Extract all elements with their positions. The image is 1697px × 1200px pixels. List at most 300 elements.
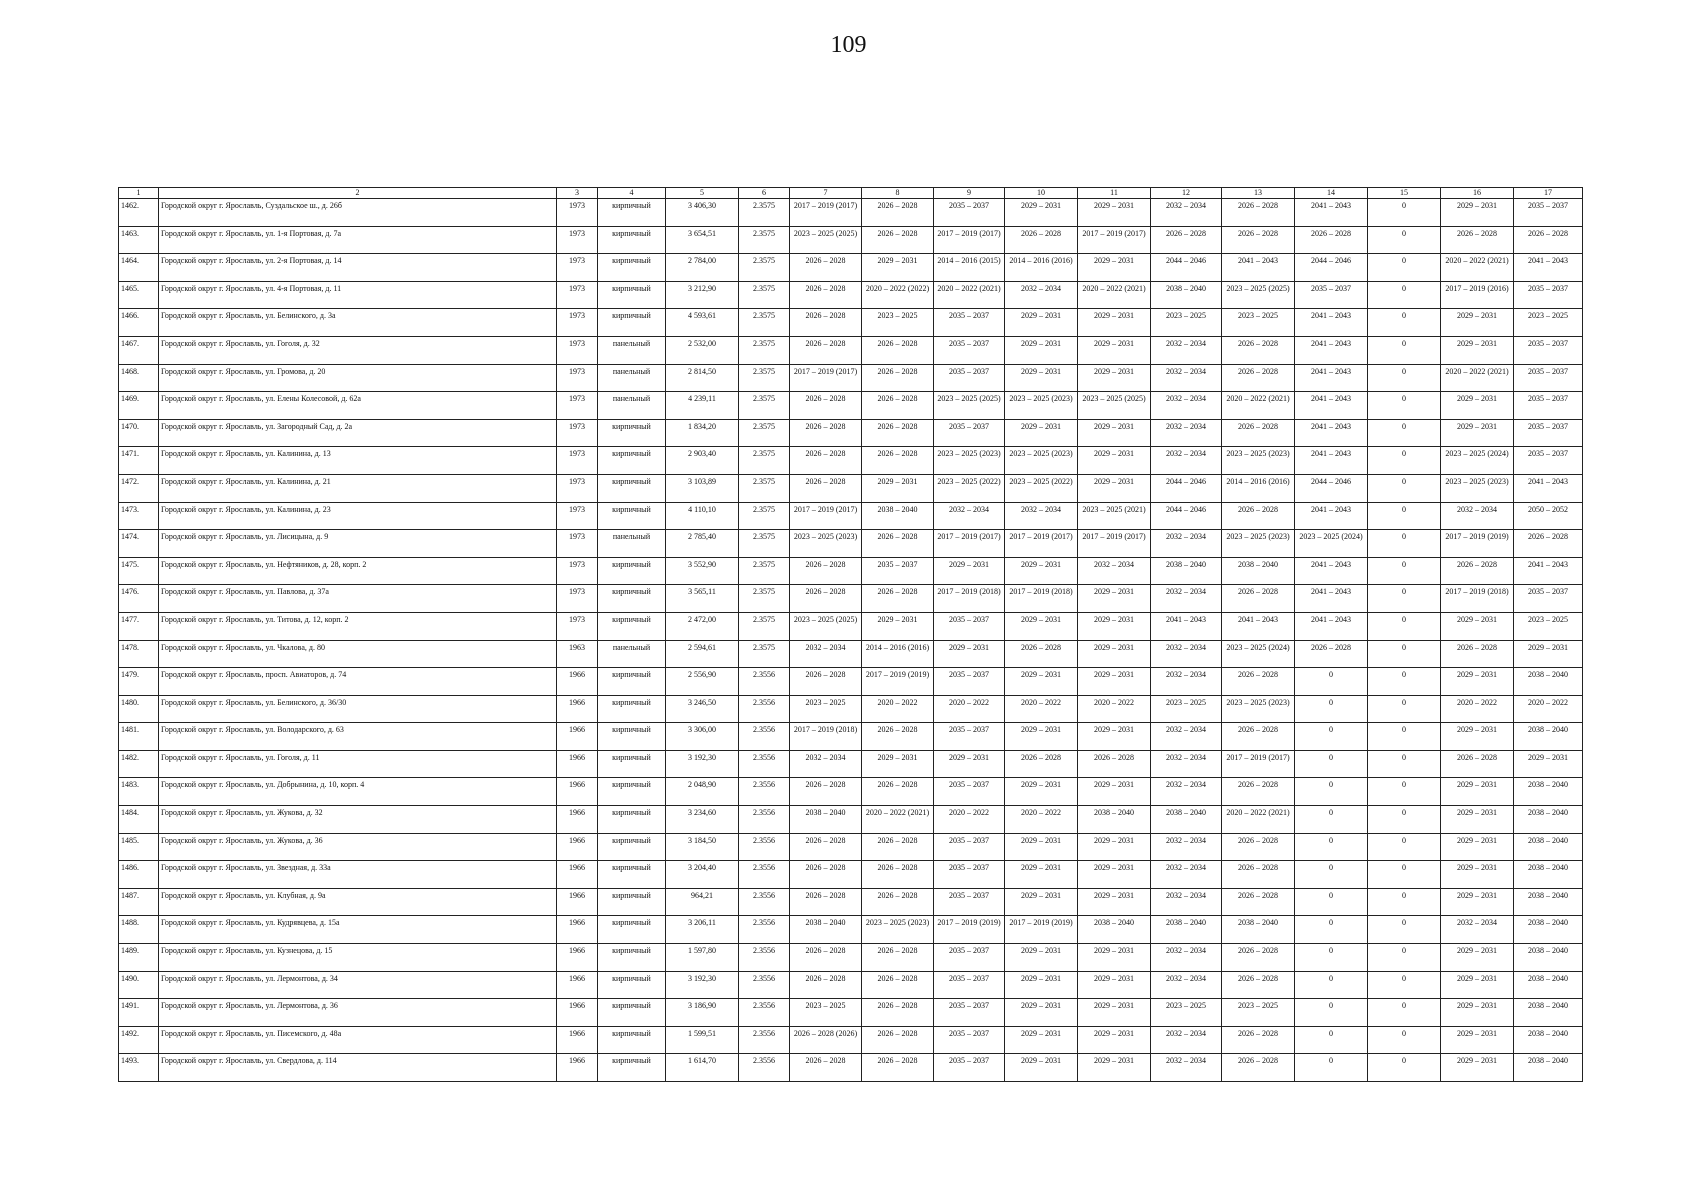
- table-cell: 2026 – 2028: [862, 336, 934, 364]
- table-cell: 2.3575: [739, 640, 790, 668]
- table-row: [119, 612, 1583, 640]
- table-cell: 2.3556: [739, 971, 790, 999]
- table-cell: 2017 – 2019 (2018): [790, 723, 862, 751]
- table-cell: 0: [1368, 419, 1441, 447]
- table-cell: 2041 – 2043: [1295, 199, 1368, 227]
- table-cell: 2029 – 2031: [1078, 888, 1151, 916]
- row-number-cell: 1466.: [119, 309, 159, 337]
- table-cell: 2026 – 2028: [1222, 419, 1295, 447]
- table-cell: 2029 – 2031: [1078, 1054, 1151, 1082]
- table-cell: 0: [1368, 585, 1441, 613]
- table-cell: 2029 – 2031: [862, 750, 934, 778]
- table-cell: 2026 – 2028: [790, 474, 862, 502]
- table-cell: 1966: [557, 971, 598, 999]
- table-cell: 1973: [557, 392, 598, 420]
- table-cell: 0: [1295, 833, 1368, 861]
- table-cell: 2.3575: [739, 254, 790, 282]
- table-cell: 2026 – 2028: [1441, 226, 1514, 254]
- row-number-cell: 1482.: [119, 750, 159, 778]
- table-cell: 1973: [557, 502, 598, 530]
- table-cell: 2.3575: [739, 474, 790, 502]
- table-cell: 2029 – 2031: [1078, 585, 1151, 613]
- address-cell: Городской округ г. Ярославль, ул. Громова, д. 20: [159, 364, 557, 392]
- table-cell: 2029 – 2031: [1005, 557, 1078, 585]
- address-cell: Городской округ г. Ярославль, ул. Володарского, д. 63: [159, 723, 557, 751]
- table-cell: 2032 – 2034: [1151, 1026, 1222, 1054]
- table-cell: 0: [1368, 474, 1441, 502]
- table-cell: 0: [1368, 392, 1441, 420]
- table-cell: 3 654,51: [666, 226, 739, 254]
- table-cell: 2029 – 2031: [1441, 392, 1514, 420]
- table-cell: 2.3556: [739, 888, 790, 916]
- table-cell: 2026 – 2028: [790, 419, 862, 447]
- table-cell: 1973: [557, 474, 598, 502]
- table-cell: 2020 – 2022 (2022): [862, 281, 934, 309]
- table-row: [119, 778, 1583, 806]
- table-cell: кирпичный: [598, 668, 666, 696]
- table-cell: кирпичный: [598, 474, 666, 502]
- table-cell: 1966: [557, 833, 598, 861]
- row-number-cell: 1487.: [119, 888, 159, 916]
- table-cell: 0: [1368, 778, 1441, 806]
- table-cell: 2.3575: [739, 612, 790, 640]
- table-cell: кирпичный: [598, 585, 666, 613]
- table-cell: 2026 – 2028: [790, 888, 862, 916]
- table-cell: 2032 – 2034: [790, 640, 862, 668]
- address-cell: Городской округ г. Ярославль, ул. Кудрявцева, д. 15а: [159, 916, 557, 944]
- table-cell: 2032 – 2034: [1151, 668, 1222, 696]
- table-cell: кирпичный: [598, 778, 666, 806]
- row-number-cell: 1486.: [119, 861, 159, 889]
- table-row: [119, 419, 1583, 447]
- table-cell: 3 103,89: [666, 474, 739, 502]
- table-cell: 2029 – 2031: [1078, 419, 1151, 447]
- table-cell: 2035 – 2037: [934, 364, 1005, 392]
- table-cell: 1966: [557, 916, 598, 944]
- table-cell: 2029 – 2031: [1441, 199, 1514, 227]
- table-cell: 2038 – 2040: [1514, 833, 1583, 861]
- table-cell: панельный: [598, 364, 666, 392]
- table-cell: 2026 – 2028: [862, 447, 934, 475]
- table-cell: 2029 – 2031: [1441, 309, 1514, 337]
- row-number-cell: 1468.: [119, 364, 159, 392]
- table-cell: 2029 – 2031: [1441, 999, 1514, 1027]
- table-cell: 2.3575: [739, 447, 790, 475]
- table-row: [119, 530, 1583, 558]
- table-cell: 2041 – 2043: [1295, 585, 1368, 613]
- column-header: 4: [598, 188, 666, 199]
- table-cell: 2029 – 2031: [1441, 944, 1514, 972]
- table-cell: 2026 – 2028: [790, 309, 862, 337]
- table-cell: 2026 – 2028: [1222, 1026, 1295, 1054]
- table-cell: 2026 – 2028: [790, 281, 862, 309]
- address-cell: Городской округ г. Ярославль, Суздальское ш., д. 26б: [159, 199, 557, 227]
- table-cell: 1973: [557, 447, 598, 475]
- table-cell: 2029 – 2031: [1078, 199, 1151, 227]
- table-cell: 2026 – 2028: [1222, 971, 1295, 999]
- table-row: [119, 309, 1583, 337]
- table-cell: 2041 – 2043: [1222, 612, 1295, 640]
- table-cell: 2026 – 2028: [1441, 557, 1514, 585]
- table-cell: 2026 – 2028: [862, 419, 934, 447]
- table-row: [119, 806, 1583, 834]
- table-row: [119, 668, 1583, 696]
- table-row: [119, 695, 1583, 723]
- table-cell: 2035 – 2037: [1514, 419, 1583, 447]
- table-cell: 2038 – 2040: [1222, 916, 1295, 944]
- table-cell: кирпичный: [598, 226, 666, 254]
- table-cell: 2023 – 2025: [790, 999, 862, 1027]
- table-row: [119, 474, 1583, 502]
- row-number-cell: 1470.: [119, 419, 159, 447]
- table-body: [119, 188, 1583, 1082]
- table-cell: 0: [1368, 281, 1441, 309]
- table-cell: 2026 – 2028: [790, 944, 862, 972]
- row-number-cell: 1493.: [119, 1054, 159, 1082]
- table-cell: 2014 – 2016 (2016): [1222, 474, 1295, 502]
- table-row: [119, 861, 1583, 889]
- table-row: [119, 999, 1583, 1027]
- table-cell: 2035 – 2037: [934, 861, 1005, 889]
- table-cell: 3 552,90: [666, 557, 739, 585]
- table-cell: 2.3556: [739, 916, 790, 944]
- table-cell: 2041 – 2043: [1295, 502, 1368, 530]
- table-cell: 2.3575: [739, 392, 790, 420]
- table-row: [119, 1026, 1583, 1054]
- table-cell: 2029 – 2031: [1078, 474, 1151, 502]
- table-cell: 2038 – 2040: [1078, 916, 1151, 944]
- table-cell: 2032 – 2034: [1151, 833, 1222, 861]
- row-number-cell: 1472.: [119, 474, 159, 502]
- table-cell: кирпичный: [598, 695, 666, 723]
- table-cell: 2035 – 2037: [934, 888, 1005, 916]
- address-cell: Городской округ г. Ярославль, ул. Нефтяников, д. 28, корп. 2: [159, 557, 557, 585]
- table-cell: 0: [1368, 1054, 1441, 1082]
- table-cell: 2029 – 2031: [1078, 640, 1151, 668]
- table-cell: кирпичный: [598, 916, 666, 944]
- table-cell: 2.3575: [739, 502, 790, 530]
- table-cell: 2.3556: [739, 944, 790, 972]
- table-cell: 0: [1295, 999, 1368, 1027]
- table-cell: 2026 – 2028: [790, 254, 862, 282]
- table-row: [119, 916, 1583, 944]
- address-cell: Городской округ г. Ярославль, ул. Титова, д. 12, корп. 2: [159, 612, 557, 640]
- table-cell: 2038 – 2040: [1151, 806, 1222, 834]
- table-cell: 0: [1368, 750, 1441, 778]
- table-cell: 0: [1295, 723, 1368, 751]
- table-cell: 2029 – 2031: [1441, 833, 1514, 861]
- address-cell: Городской округ г. Ярославль, ул. Калинина, д. 23: [159, 502, 557, 530]
- table-cell: 0: [1368, 364, 1441, 392]
- table-cell: 2029 – 2031: [1514, 750, 1583, 778]
- table-cell: 2026 – 2028: [1222, 778, 1295, 806]
- table-cell: 2041 – 2043: [1514, 474, 1583, 502]
- table-cell: кирпичный: [598, 861, 666, 889]
- table-cell: 2035 – 2037: [934, 999, 1005, 1027]
- address-cell: Городской округ г. Ярославль, ул. Кузнецова, д. 15: [159, 944, 557, 972]
- table-cell: 2029 – 2031: [1078, 309, 1151, 337]
- table-cell: 2020 – 2022 (2021): [1441, 254, 1514, 282]
- table-cell: 2.3575: [739, 419, 790, 447]
- table-cell: 2023 – 2025 (2025): [790, 612, 862, 640]
- table-cell: 2041 – 2043: [1295, 309, 1368, 337]
- table-cell: 2026 – 2028: [1514, 530, 1583, 558]
- table-cell: 2017 – 2019 (2016): [1441, 281, 1514, 309]
- table-cell: 1966: [557, 1026, 598, 1054]
- table-cell: 2 594,61: [666, 640, 739, 668]
- table-cell: 2029 – 2031: [1441, 861, 1514, 889]
- table-cell: 2026 – 2028: [790, 833, 862, 861]
- table-cell: кирпичный: [598, 833, 666, 861]
- table-cell: 2035 – 2037: [1514, 281, 1583, 309]
- table-cell: 2026 – 2028: [1222, 199, 1295, 227]
- address-cell: Городской округ г. Ярославль, ул. Клубная, д. 9а: [159, 888, 557, 916]
- table-cell: 2026 – 2028: [790, 392, 862, 420]
- row-number-cell: 1475.: [119, 557, 159, 585]
- table-row: [119, 833, 1583, 861]
- table-cell: 2041 – 2043: [1295, 392, 1368, 420]
- row-number-cell: 1465.: [119, 281, 159, 309]
- table-cell: 2032 – 2034: [1151, 888, 1222, 916]
- table-row: [119, 640, 1583, 668]
- table-cell: 2020 – 2022 (2021): [1222, 392, 1295, 420]
- table-cell: 2032 – 2034: [1151, 944, 1222, 972]
- table-cell: 2032 – 2034: [1151, 585, 1222, 613]
- table-cell: 2 785,40: [666, 530, 739, 558]
- table-cell: 1966: [557, 999, 598, 1027]
- row-number-cell: 1471.: [119, 447, 159, 475]
- table-cell: 2017 – 2019 (2017): [1005, 530, 1078, 558]
- table-row: [119, 585, 1583, 613]
- table-cell: 2029 – 2031: [1441, 612, 1514, 640]
- table-cell: 2029 – 2031: [862, 254, 934, 282]
- table-row: [119, 723, 1583, 751]
- table-row: [119, 336, 1583, 364]
- address-cell: Городской округ г. Ярославль, ул. Добрынина, д. 10, корп. 4: [159, 778, 557, 806]
- table-cell: 2032 – 2034: [1151, 640, 1222, 668]
- table-cell: 2029 – 2031: [1078, 668, 1151, 696]
- table-cell: 0: [1368, 1026, 1441, 1054]
- column-header: 16: [1441, 188, 1514, 199]
- table-cell: 2038 – 2040: [1514, 916, 1583, 944]
- address-cell: Городской округ г. Ярославль, ул. Жукова, д. 36: [159, 833, 557, 861]
- table-cell: 2029 – 2031: [1441, 888, 1514, 916]
- column-header: 9: [934, 188, 1005, 199]
- row-number-cell: 1489.: [119, 944, 159, 972]
- table-cell: 2026 – 2028: [790, 585, 862, 613]
- table-cell: 2020 – 2022 (2021): [1078, 281, 1151, 309]
- row-number-cell: 1478.: [119, 640, 159, 668]
- table-cell: 2.3556: [739, 778, 790, 806]
- table-cell: 0: [1368, 668, 1441, 696]
- table-cell: 2026 – 2028: [862, 723, 934, 751]
- table-cell: 2023 – 2025 (2023): [1005, 447, 1078, 475]
- table-cell: 2029 – 2031: [1514, 640, 1583, 668]
- table-cell: кирпичный: [598, 971, 666, 999]
- column-header: 2: [159, 188, 557, 199]
- table-cell: 2038 – 2040: [1151, 916, 1222, 944]
- table-cell: 2029 – 2031: [1005, 612, 1078, 640]
- table-cell: 2038 – 2040: [790, 916, 862, 944]
- table-cell: 2035 – 2037: [934, 833, 1005, 861]
- table-row: [119, 1054, 1583, 1082]
- table-cell: 2035 – 2037: [1295, 281, 1368, 309]
- table-cell: 3 246,50: [666, 695, 739, 723]
- address-cell: Городской округ г. Ярославль, ул. Лермонтова, д. 36: [159, 999, 557, 1027]
- table-cell: панельный: [598, 336, 666, 364]
- table-cell: 2035 – 2037: [1514, 392, 1583, 420]
- table-cell: 2023 – 2025 (2023): [1441, 474, 1514, 502]
- table-cell: 2029 – 2031: [1078, 999, 1151, 1027]
- address-cell: Городской округ г. Ярославль, ул. Калинина, д. 21: [159, 474, 557, 502]
- table-cell: 2041 – 2043: [1514, 557, 1583, 585]
- table-cell: 1966: [557, 668, 598, 696]
- table-cell: панельный: [598, 640, 666, 668]
- table-cell: 2029 – 2031: [1078, 944, 1151, 972]
- table-cell: 2035 – 2037: [934, 723, 1005, 751]
- table-cell: 2038 – 2040: [1514, 1054, 1583, 1082]
- table-cell: кирпичный: [598, 281, 666, 309]
- page-number: 109: [830, 32, 867, 58]
- table-cell: 2044 – 2046: [1151, 474, 1222, 502]
- table-cell: 0: [1368, 612, 1441, 640]
- table-cell: 3 565,11: [666, 585, 739, 613]
- table-cell: 2035 – 2037: [1514, 447, 1583, 475]
- table-cell: 0: [1368, 806, 1441, 834]
- table-cell: 2026 – 2028: [862, 226, 934, 254]
- table-cell: 2029 – 2031: [934, 557, 1005, 585]
- table-cell: 2032 – 2034: [1151, 530, 1222, 558]
- table-row: [119, 502, 1583, 530]
- table-cell: 2035 – 2037: [934, 1054, 1005, 1082]
- table-cell: 0: [1295, 750, 1368, 778]
- table-cell: 2050 – 2052: [1514, 502, 1583, 530]
- table-cell: 1966: [557, 1054, 598, 1082]
- table-cell: 2023 – 2025: [1151, 695, 1222, 723]
- table-cell: 2038 – 2040: [1514, 999, 1583, 1027]
- table-cell: 1966: [557, 750, 598, 778]
- table-cell: 3 192,30: [666, 971, 739, 999]
- table-cell: 2020 – 2022 (2021): [862, 806, 934, 834]
- table-cell: 2029 – 2031: [1441, 419, 1514, 447]
- table-row: [119, 226, 1583, 254]
- table-cell: 2023 – 2025 (2023): [862, 916, 934, 944]
- table-cell: 2026 – 2028: [862, 861, 934, 889]
- table-cell: 0: [1295, 861, 1368, 889]
- table-cell: 2017 – 2019 (2019): [1005, 916, 1078, 944]
- table-cell: 0: [1295, 888, 1368, 916]
- table-cell: 3 212,90: [666, 281, 739, 309]
- table-cell: 4 239,11: [666, 392, 739, 420]
- table-cell: 2014 – 2016 (2016): [1005, 254, 1078, 282]
- table-cell: 2023 – 2025: [1222, 999, 1295, 1027]
- table-cell: 2023 – 2025: [1151, 999, 1222, 1027]
- table-cell: 0: [1295, 916, 1368, 944]
- table-cell: 2017 – 2019 (2017): [790, 364, 862, 392]
- table-cell: 2023 – 2025 (2025): [790, 226, 862, 254]
- table-cell: 2038 – 2040: [1514, 944, 1583, 972]
- table-row: [119, 971, 1583, 999]
- table-cell: 2.3575: [739, 199, 790, 227]
- address-cell: Городской округ г. Ярославль, ул. Гоголя, д. 32: [159, 336, 557, 364]
- table-cell: 1973: [557, 364, 598, 392]
- table-cell: 2020 – 2022 (2021): [934, 281, 1005, 309]
- table-cell: 2029 – 2031: [1078, 254, 1151, 282]
- row-number-cell: 1488.: [119, 916, 159, 944]
- table-cell: 2029 – 2031: [1005, 888, 1078, 916]
- table-cell: 2026 – 2028: [862, 944, 934, 972]
- column-header: 10: [1005, 188, 1078, 199]
- table-cell: 0: [1368, 254, 1441, 282]
- table-cell: 2029 – 2031: [1005, 999, 1078, 1027]
- table-cell: 2020 – 2022: [1441, 695, 1514, 723]
- table-cell: 2029 – 2031: [1441, 723, 1514, 751]
- column-header: 1: [119, 188, 159, 199]
- table-cell: 1 599,51: [666, 1026, 739, 1054]
- table-cell: 2029 – 2031: [1005, 199, 1078, 227]
- table-cell: 2035 – 2037: [1514, 199, 1583, 227]
- address-cell: Городской округ г. Ярославль, ул. Жукова, д. 32: [159, 806, 557, 834]
- table-cell: 2038 – 2040: [862, 502, 934, 530]
- column-header: 15: [1368, 188, 1441, 199]
- table-cell: 3 406,30: [666, 199, 739, 227]
- table-cell: 3 206,11: [666, 916, 739, 944]
- row-number-cell: 1492.: [119, 1026, 159, 1054]
- table-cell: 0: [1295, 668, 1368, 696]
- table-cell: 2026 – 2028: [862, 888, 934, 916]
- table-cell: 2023 – 2025: [1514, 612, 1583, 640]
- table-cell: 2023 – 2025 (2024): [1441, 447, 1514, 475]
- table-cell: кирпичный: [598, 419, 666, 447]
- table-cell: 0: [1295, 944, 1368, 972]
- table-cell: панельный: [598, 392, 666, 420]
- table-cell: 2023 – 2025: [862, 309, 934, 337]
- table-cell: 2032 – 2034: [1005, 281, 1078, 309]
- table-cell: 2038 – 2040: [1078, 806, 1151, 834]
- table-cell: 2044 – 2046: [1151, 502, 1222, 530]
- table-cell: 2026 – 2028: [1222, 585, 1295, 613]
- row-number-cell: 1483.: [119, 778, 159, 806]
- table-cell: 2038 – 2040: [1514, 778, 1583, 806]
- table-cell: 2029 – 2031: [1005, 309, 1078, 337]
- table-cell: 2029 – 2031: [1078, 833, 1151, 861]
- table-cell: кирпичный: [598, 999, 666, 1027]
- table-cell: 2.3556: [739, 695, 790, 723]
- table-cell: 3 186,90: [666, 999, 739, 1027]
- address-cell: Городской округ г. Ярославль, ул. Чкалова, д. 80: [159, 640, 557, 668]
- table-cell: 2023 – 2025 (2021): [1078, 502, 1151, 530]
- table-cell: 2029 – 2031: [1441, 778, 1514, 806]
- table-cell: 2.3556: [739, 861, 790, 889]
- table-cell: 2017 – 2019 (2019): [934, 916, 1005, 944]
- row-number-cell: 1485.: [119, 833, 159, 861]
- table-cell: 2026 – 2028: [790, 971, 862, 999]
- table-cell: 1 614,70: [666, 1054, 739, 1082]
- table-cell: 2032 – 2034: [934, 502, 1005, 530]
- table-row: [119, 199, 1583, 227]
- table-cell: 2026 – 2028: [1295, 226, 1368, 254]
- table-cell: 964,21: [666, 888, 739, 916]
- table-cell: 2026 – 2028: [1295, 640, 1368, 668]
- table-cell: 2041 – 2043: [1514, 254, 1583, 282]
- table-cell: 2029 – 2031: [1005, 668, 1078, 696]
- table-cell: 2.3556: [739, 833, 790, 861]
- table-cell: 2017 – 2019 (2017): [934, 530, 1005, 558]
- table-cell: 1966: [557, 695, 598, 723]
- table-cell: 2035 – 2037: [1514, 336, 1583, 364]
- table-cell: 0: [1368, 447, 1441, 475]
- table-cell: 0: [1368, 199, 1441, 227]
